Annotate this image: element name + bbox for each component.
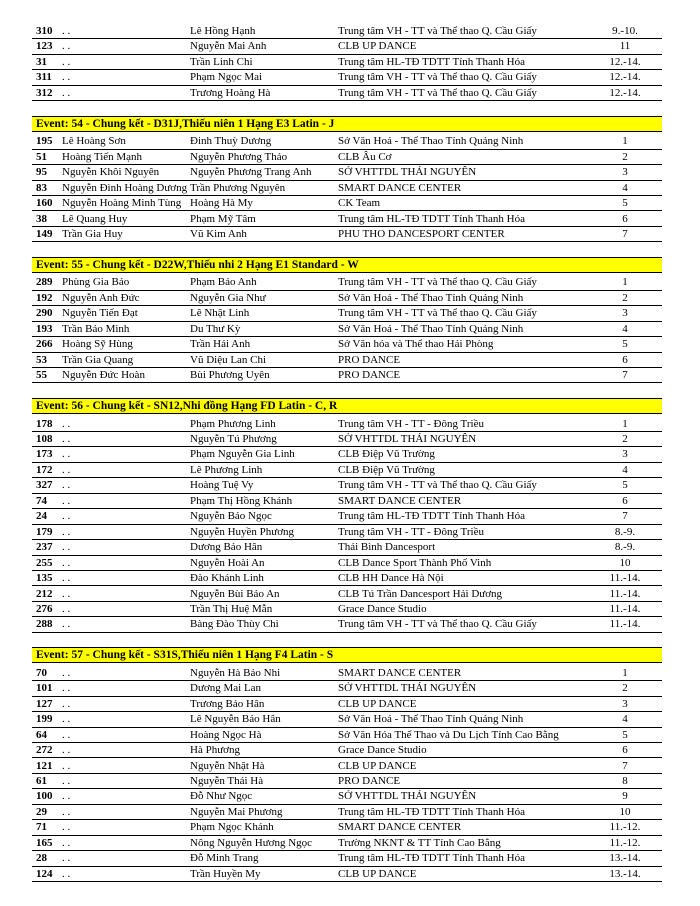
placement: 13.-14.	[609, 852, 641, 865]
female-dancer: Đỗ Minh Trang	[190, 852, 259, 865]
result-row	[32, 227, 662, 242]
result-row	[32, 587, 662, 602]
bib-number: 121	[36, 759, 53, 772]
result-row	[32, 291, 662, 306]
male-dancer: Nguyễn Đức Hoàn	[62, 369, 145, 382]
female-dancer: Phạm Ngọc Khánh	[190, 821, 274, 834]
event-header: Event: 54 - Chung kết - D31J,Thiếu niên 1 Hạng E3 Latin - J	[32, 116, 662, 132]
club-name: SMART DANCE CENTER	[338, 494, 462, 507]
female-dancer: Nguyễn Hà Bảo Nhi	[190, 666, 281, 679]
club-name: Sở Văn Hoá - Thể Thao Tỉnh Quảng Ninh	[338, 135, 524, 148]
female-dancer: Phạm Bảo Anh	[190, 276, 257, 289]
club-name: Sở Văn Hoá - Thể Thao Tỉnh Quảng Ninh	[338, 291, 524, 304]
bib-number: 327	[36, 479, 53, 492]
club-name: SMART DANCE CENTER	[338, 181, 462, 194]
bib-number: 276	[36, 602, 53, 615]
result-row	[32, 820, 662, 835]
female-dancer: Lê Phương Linh	[190, 463, 263, 476]
result-row	[32, 525, 662, 540]
placement: 10	[619, 805, 631, 818]
male-dancer: . .	[62, 556, 71, 569]
female-dancer: Đinh Thuỳ Dương	[190, 135, 272, 148]
male-dancer: . .	[62, 71, 71, 84]
female-dancer: Nguyễn Gia Như	[190, 291, 266, 304]
bib-number: 53	[36, 353, 47, 366]
placement: 4	[622, 713, 628, 726]
female-dancer: Phạm Mỹ Tâm	[190, 212, 256, 225]
bib-number: 124	[36, 867, 53, 880]
female-dancer: Bàng Đào Thùy Chi	[190, 618, 279, 631]
club-name: SMART DANCE CENTER	[338, 666, 462, 679]
male-dancer: . .	[62, 510, 71, 523]
result-row	[32, 463, 662, 478]
bib-number: 311	[36, 71, 52, 84]
club-name: SỞ VHTTDL THÁI NGUYÊN	[338, 790, 477, 803]
female-dancer: Nguyễn Tú Phương	[190, 433, 277, 445]
result-row	[32, 836, 662, 851]
result-row	[32, 417, 662, 432]
placement: 3	[622, 307, 628, 320]
male-dancer: . .	[62, 55, 71, 68]
placement: 13.-14.	[609, 867, 641, 880]
result-row	[32, 70, 662, 85]
female-dancer: Du Thư Kỳ	[190, 322, 241, 335]
result-row	[32, 306, 662, 321]
result-row	[32, 728, 662, 743]
female-dancer: Phạm Thị Hồng Khánh	[190, 494, 293, 507]
placement: 6	[622, 744, 628, 757]
bib-number: 193	[36, 322, 53, 335]
bib-number: 101	[36, 682, 53, 695]
bib-number: 195	[36, 135, 53, 148]
male-dancer: . .	[62, 744, 71, 757]
club-name: Trung tâm VH - TT và Thể thao Q. Cầu Giấy	[338, 25, 537, 37]
female-dancer: Vũ Kim Anh	[190, 227, 247, 240]
placement: 6	[622, 212, 628, 225]
male-dancer: . .	[62, 463, 71, 476]
female-dancer: Trần Linh Chi	[190, 55, 253, 68]
result-row	[32, 571, 662, 586]
placement: 3	[622, 697, 628, 710]
club-name: Trung tâm VH - TT và Thể thao Q. Cầu Giấy	[338, 307, 537, 320]
male-dancer: . .	[62, 759, 71, 772]
club-name: Trung tâm VH - TT và Thể thao Q. Cầu Giấy	[338, 618, 537, 631]
bib-number: 165	[36, 836, 53, 849]
bib-number: 288	[36, 618, 53, 631]
female-dancer: Dương Bảo Hân	[190, 541, 263, 554]
male-dancer: . .	[62, 587, 71, 600]
club-name: Grace Dance Studio	[338, 744, 427, 757]
result-row	[32, 602, 662, 617]
placement: 1	[622, 135, 628, 148]
bib-number: 192	[36, 291, 53, 304]
male-dancer: Nguyễn Tiến Đạt	[62, 307, 138, 320]
result-row	[32, 39, 662, 54]
result-row	[32, 556, 662, 571]
result-row	[32, 666, 662, 681]
male-dancer: Lê Quang Huy	[62, 212, 128, 225]
female-dancer: Phạm Nguyễn Gia Linh	[190, 448, 295, 461]
male-dancer: Lê Hoàng Sơn	[62, 135, 126, 148]
male-dancer: . .	[62, 697, 71, 710]
placement: 5	[622, 197, 628, 210]
female-dancer: Nông Nguyễn Hương Ngọc	[190, 836, 313, 849]
result-row	[32, 617, 662, 632]
bib-number: 290	[36, 307, 53, 320]
club-name: SỞ VHTTDL THÁI NGUYÊN	[338, 166, 477, 179]
placement: 3	[622, 166, 628, 179]
male-dancer: . .	[62, 728, 71, 741]
placement: 4	[622, 463, 628, 476]
male-dancer: . .	[62, 775, 71, 787]
placement: 1	[622, 417, 628, 430]
male-dancer: . .	[62, 494, 71, 507]
male-dancer: . .	[62, 713, 71, 726]
male-dancer: . .	[62, 790, 71, 803]
placement: 11.-14.	[609, 602, 641, 615]
female-dancer: Trần Thị Huệ Mẫn	[190, 602, 273, 615]
bib-number: 108	[36, 433, 53, 445]
bib-number: 266	[36, 338, 53, 351]
male-dancer: Hoàng Sỹ Hùng	[62, 338, 133, 351]
placement: 8.-9.	[614, 541, 636, 554]
male-dancer: . .	[62, 448, 71, 461]
female-dancer: Nguyễn Phương Trang Anh	[190, 166, 312, 179]
club-name: CLB Điệp Vũ Trường	[338, 463, 435, 476]
bib-number: 61	[36, 775, 47, 787]
result-row	[32, 24, 662, 39]
placement: 12.-14.	[609, 86, 641, 99]
placement: 8	[622, 775, 628, 787]
bib-number: 38	[36, 212, 47, 225]
event-header: Event: 55 - Chung kết - D22W,Thiếu nhi 2 Hạng E1 Standard - W	[32, 257, 662, 273]
club-name: Sở Văn hóa và Thể thao Hải Phòng	[338, 338, 494, 351]
male-dancer: . .	[62, 541, 71, 554]
club-name: CLB UP DANCE	[338, 759, 417, 772]
bib-number: 100	[36, 790, 53, 803]
club-name: SỞ VHTTDL THÁI NGUYÊN	[338, 682, 477, 695]
bib-number: 123	[36, 40, 53, 53]
placement: 11.-14.	[609, 587, 641, 600]
club-name: Trung tâm HL-TĐ TDTT Tỉnh Thanh Hóa	[338, 55, 525, 68]
placement: 11.-14.	[609, 618, 641, 631]
placement: 11.-12.	[609, 821, 641, 834]
club-name: CLB HH Dance Hà Nội	[338, 572, 444, 585]
event-header: Event: 56 - Chung kết - SN12,Nhi đồng Hạng FD Latin - C, R	[32, 398, 662, 414]
placement: 7	[622, 227, 628, 240]
female-dancer: Đỗ Như Ngọc	[190, 790, 253, 803]
male-dancer: Nguyễn Hoàng Minh Tùng	[62, 197, 182, 210]
female-dancer: Đào Khánh Linh	[190, 572, 264, 585]
female-dancer: Nguyễn Thái Hà	[190, 775, 264, 787]
bib-number: 255	[36, 556, 53, 569]
club-name: CLB Tú Trần Dancesport Hải Dương	[338, 587, 503, 600]
female-dancer: Dương Mai Lan	[190, 682, 262, 695]
result-row	[32, 165, 662, 180]
club-name: Trung tâm HL-TĐ TDTT Tỉnh Thanh Hóa	[338, 852, 525, 865]
bib-number: 149	[36, 227, 53, 240]
club-name: Trung tâm VH - TT và Thể thao Q. Cầu Giấy	[338, 86, 537, 99]
female-dancer: Phạm Phương Linh	[190, 417, 276, 430]
bib-number: 310	[36, 25, 53, 37]
bib-number: 55	[36, 369, 47, 382]
club-name: Thái Bình Dancesport	[338, 541, 436, 554]
result-row	[32, 540, 662, 555]
club-name: CLB UP DANCE	[338, 867, 417, 880]
male-dancer: Nguyễn Khôi Nguyên	[62, 166, 160, 179]
club-name: Trung tâm HL-TĐ TDTT Tỉnh Thanh Hóa	[338, 510, 525, 523]
placement: 2	[622, 433, 628, 445]
result-row	[32, 774, 662, 789]
event-header: Event: 57 - Chung kết - S31S,Thiếu niên 1 Hạng F4 Latin - S	[32, 647, 662, 663]
club-name: Trung tâm VH - TT - Đông Triều	[338, 525, 484, 538]
result-row	[32, 275, 662, 290]
placement: 12.-14.	[609, 71, 641, 84]
female-dancer: Lê Hồng Hạnh	[190, 25, 256, 37]
placement: 6	[622, 494, 628, 507]
female-dancer: Nguyễn Mai Anh	[190, 40, 267, 53]
placement: 12.-14.	[609, 55, 641, 68]
female-dancer: Hoàng Ngọc Hà	[190, 728, 262, 741]
female-dancer: Trần Phương Nguyên	[190, 181, 286, 194]
female-dancer: Bùi Phương Uyên	[190, 369, 270, 382]
result-row	[32, 867, 662, 882]
placement: 7	[622, 759, 628, 772]
male-dancer: Hoàng Tiến Mạnh	[62, 150, 143, 163]
placement: 2	[622, 291, 628, 304]
result-row	[32, 743, 662, 758]
result-row	[32, 181, 662, 196]
male-dancer: Trần Gia Huy	[62, 227, 123, 240]
result-row	[32, 322, 662, 337]
placement: 11.-14.	[609, 572, 641, 585]
club-name: Trường NKNT & TT Tỉnh Cao Bằng	[338, 836, 501, 849]
bib-number: 179	[36, 525, 53, 538]
result-row	[32, 509, 662, 524]
result-row	[32, 759, 662, 774]
female-dancer: Trần Huyền My	[190, 867, 261, 880]
bib-number: 160	[36, 197, 53, 210]
result-row	[32, 447, 662, 462]
bib-number: 312	[36, 86, 53, 99]
female-dancer: Nguyễn Bùi Bảo An	[190, 587, 280, 600]
club-name: CLB Dance Sport Thành Phố Vinh	[338, 556, 492, 569]
male-dancer: . .	[62, 572, 71, 585]
male-dancer: Nguyễn Anh Đức	[62, 291, 140, 304]
male-dancer: Trần Bảo Minh	[62, 322, 130, 335]
male-dancer: . .	[62, 852, 71, 865]
female-dancer: Vũ Diệu Lan Chi	[190, 353, 267, 366]
female-dancer: Hoàng Hà My	[190, 197, 253, 210]
bib-number: 71	[36, 821, 47, 834]
club-name: CLB Điệp Vũ Trường	[338, 448, 435, 461]
bib-number: 24	[36, 510, 47, 523]
male-dancer: . .	[62, 433, 71, 445]
bib-number: 237	[36, 541, 53, 554]
male-dancer: . .	[62, 821, 71, 834]
male-dancer: . .	[62, 682, 71, 695]
female-dancer: Nguyễn Nhật Hà	[190, 759, 265, 772]
club-name: Sở Văn Hóa Thể Thao và Du Lịch Tỉnh Cao Bằng	[338, 728, 559, 741]
bib-number: 199	[36, 713, 53, 726]
placement: 7	[622, 510, 628, 523]
result-row	[32, 494, 662, 509]
club-name: PHU THO DANCESPORT CENTER	[338, 227, 505, 240]
club-name: CLB UP DANCE	[338, 40, 417, 53]
placement: 4	[622, 181, 628, 194]
female-dancer: Hà Phương	[190, 744, 240, 757]
bib-number: 212	[36, 587, 53, 600]
club-name: SMART DANCE CENTER	[338, 821, 462, 834]
result-row	[32, 353, 662, 368]
result-row	[32, 368, 662, 383]
bib-number: 64	[36, 728, 47, 741]
male-dancer: . .	[62, 525, 71, 538]
club-name: SỞ VHTTDL THÁI NGUYÊN	[338, 433, 477, 445]
bib-number: 178	[36, 417, 53, 430]
result-row	[32, 478, 662, 493]
bib-number: 83	[36, 181, 47, 194]
club-name: Trung tâm VH - TT và Thể thao Q. Cầu Giấy	[338, 276, 537, 289]
result-row	[32, 150, 662, 165]
male-dancer: . .	[62, 618, 71, 631]
placement: 11	[619, 40, 631, 53]
bib-number: 29	[36, 805, 47, 818]
result-row	[32, 196, 662, 211]
bib-number: 173	[36, 448, 53, 461]
club-name: PRO DANCE	[338, 353, 401, 366]
bib-number: 127	[36, 697, 53, 710]
placement: 9	[622, 790, 628, 803]
club-name: CK Team	[338, 197, 381, 210]
male-dancer: . .	[62, 417, 71, 430]
male-dancer: Trần Gia Quang	[62, 353, 134, 366]
female-dancer: Nguyễn Bảo Ngọc	[190, 510, 272, 523]
female-dancer: Trương Hoàng Hà	[190, 86, 271, 99]
male-dancer: . .	[62, 479, 71, 492]
female-dancer: Phạm Ngọc Mai	[190, 71, 263, 84]
female-dancer: Nguyễn Mai Phương	[190, 805, 283, 818]
placement: 8.-9.	[614, 525, 636, 538]
club-name: CLB UP DANCE	[338, 697, 417, 710]
placement: 2	[622, 150, 628, 163]
club-name: Trung tâm VH - TT và Thể thao Q. Cầu Giấy	[338, 71, 537, 84]
female-dancer: Hoàng Tuệ Vy	[190, 479, 254, 492]
result-row	[32, 681, 662, 696]
female-dancer: Nguyễn Phương Thảo	[190, 150, 288, 163]
male-dancer: . .	[62, 805, 71, 818]
result-row	[32, 86, 662, 101]
female-dancer: Nguyễn Huyền Phương	[190, 525, 295, 538]
placement: 1	[622, 276, 628, 289]
result-row	[32, 851, 662, 866]
placement: 7	[622, 369, 628, 382]
club-name: Trung tâm HL-TĐ TDTT Tỉnh Thanh Hóa	[338, 212, 525, 225]
placement: 9.-10.	[612, 25, 638, 37]
club-name: Grace Dance Studio	[338, 602, 427, 615]
club-name: Sở Văn Hoá - Thể Thao Tỉnh Quảng Ninh	[338, 322, 524, 335]
bib-number: 51	[36, 150, 47, 163]
result-row	[32, 55, 662, 70]
placement: 10	[619, 556, 631, 569]
male-dancer: Nguyễn Đình Hoàng Dương	[62, 181, 188, 194]
bib-number: 135	[36, 572, 53, 585]
female-dancer: Trần Hải Anh	[190, 338, 251, 351]
placement: 1	[622, 666, 628, 679]
club-name: PRO DANCE	[338, 775, 401, 787]
placement: 4	[622, 322, 628, 335]
placement: 6	[622, 353, 628, 366]
result-row	[32, 134, 662, 149]
placement: 5	[622, 728, 628, 741]
female-dancer: Lê Nhật Linh	[190, 307, 250, 320]
bib-number: 74	[36, 494, 47, 507]
result-row	[32, 432, 662, 447]
placement: 5	[622, 338, 628, 351]
bib-number: 95	[36, 166, 47, 179]
club-name: CLB Âu Cơ	[338, 150, 392, 163]
male-dancer: . .	[62, 40, 71, 53]
female-dancer: Lê Nguyễn Bảo Hân	[190, 713, 281, 726]
club-name: Trung tâm HL-TĐ TDTT Tỉnh Thanh Hóa	[338, 805, 525, 818]
placement: 3	[622, 448, 628, 461]
placement: 11.-12.	[609, 836, 641, 849]
bib-number: 31	[36, 55, 47, 68]
bib-number: 28	[36, 852, 47, 865]
club-name: Trung tâm VH - TT - Đông Triều	[338, 417, 484, 430]
male-dancer: . .	[62, 86, 71, 99]
club-name: Sở Văn Hoá - Thể Thao Tỉnh Quảng Ninh	[338, 713, 524, 726]
bib-number: 70	[36, 666, 47, 679]
male-dancer: . .	[62, 602, 71, 615]
result-row	[32, 697, 662, 712]
bib-number: 289	[36, 276, 53, 289]
male-dancer: Phùng Gia Bảo	[62, 276, 130, 289]
female-dancer: Trương Bảo Hân	[190, 697, 265, 710]
club-name: PRO DANCE	[338, 369, 401, 382]
male-dancer: . .	[62, 867, 71, 880]
result-row	[32, 805, 662, 820]
result-row	[32, 789, 662, 804]
male-dancer: . .	[62, 666, 71, 679]
result-row	[32, 712, 662, 727]
result-row	[32, 212, 662, 227]
male-dancer: . .	[62, 25, 71, 37]
female-dancer: Nguyễn Hoài An	[190, 556, 265, 569]
club-name: Trung tâm VH - TT và Thể thao Q. Cầu Giấy	[338, 479, 537, 492]
placement: 2	[622, 682, 628, 695]
bib-number: 172	[36, 463, 53, 476]
result-row	[32, 337, 662, 352]
male-dancer: . .	[62, 836, 71, 849]
bib-number: 272	[36, 744, 53, 757]
placement: 5	[622, 479, 628, 492]
